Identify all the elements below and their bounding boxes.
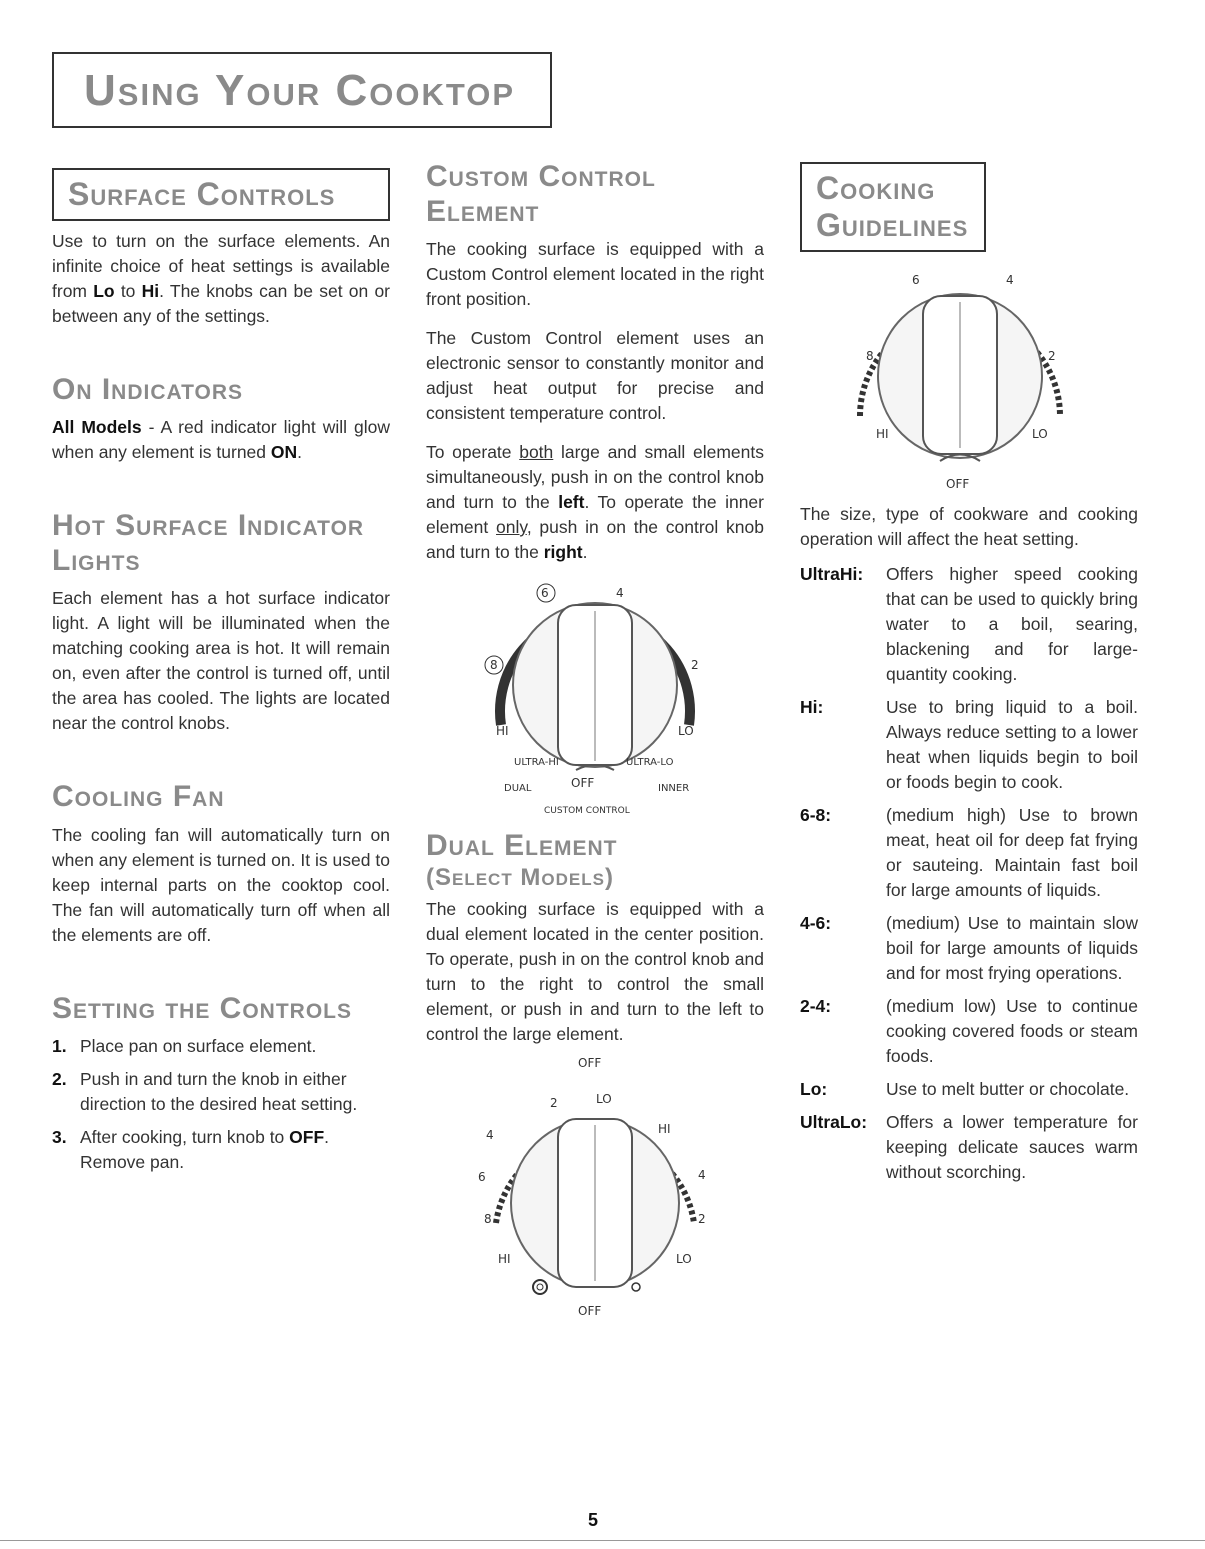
knob-label-2: 2 [691, 658, 699, 672]
knob-label-2-top: 2 [550, 1096, 558, 1111]
knob-label-lo: LO [678, 724, 694, 738]
knob-label-4: 4 [1006, 272, 1014, 287]
guideline-item: UltraHi: Offers higher speed cooking that can be used to quickly bring water to a boil, searing, blackening and for large-quantity cooking. [800, 563, 1138, 684]
step-item: 2. Push in and turn the knob in either direction to the desired heat setting. [52, 1069, 358, 1115]
knob-label-hi: HI [496, 724, 509, 738]
guideline-item: UltraLo: Offers a lower temperature for keeping delicate sauces warm without scorching. [800, 1111, 1138, 1182]
knob-label-lo: LO [1032, 426, 1048, 441]
knob-label-ultra-lo: ULTRA-LO [626, 757, 674, 768]
column-left [52, 150, 390, 1183]
custom-control-heading: Custom Control Element [426, 160, 656, 228]
knob-label-2: 2 [1048, 348, 1056, 363]
custom-control-p3: To operate both large and small elements simultaneously, push in on the control knob and turn to the left. To operate the inner element only, push in on the control knob and turn to the right. [426, 442, 765, 562]
dual-element-heading: Dual Element [426, 829, 618, 862]
step-item: 3. After cooking, turn knob to OFF. Remove pan. [52, 1127, 330, 1173]
setting-controls-steps [52, 1034, 390, 1175]
custom-control-p1: The cooking surface is equipped with a Custom Control element located in the right front position. [426, 239, 764, 309]
cooking-guidelines-intro: The size, type of cookware and cooking operation will affect the heat setting. [800, 503, 1138, 549]
knob-label-6: 6 [912, 272, 920, 287]
page-title: Using Your Cooktop [84, 66, 516, 115]
dual-element-knob-diagram [426, 1053, 764, 1323]
page-number: 5 [588, 1510, 599, 1530]
guideline-item: Lo: Use to melt butter or chocolate. [800, 1078, 1130, 1099]
knob-label-2-right: 2 [698, 1212, 706, 1227]
on-indicators-text: All Models - A red indicator light will glow when any element is turned ON. [52, 417, 390, 463]
custom-control-p2: The Custom Control element uses an electronic sensor to constantly monitor and adjust heat output for precise and consistent temperature control. [426, 328, 764, 423]
step-item: 1. Place pan on surface element. [52, 1036, 317, 1057]
knob-label-inner: INNER [658, 783, 690, 794]
hot-surface-text: Each element has a hot surface indicator light. A light will be illuminated when the matching cooking area is hot. It will remain on, even after the control is turned off, until the area has cooled. The lights are located near the control knobs. [52, 588, 390, 734]
cooling-fan-heading: Cooling Fan [52, 780, 225, 814]
on-indicators-heading: On Indicators [52, 372, 244, 406]
knob-label-dual: DUAL [504, 783, 532, 794]
knob-label-4: 4 [616, 586, 624, 600]
knob-label-4-right: 4 [698, 1168, 706, 1183]
cooking-guidelines-heading: Cooking Guidelines [800, 162, 986, 252]
bottom-rule [0, 1540, 1205, 1541]
small-element-symbol [632, 1283, 640, 1291]
guideline-item: 2-4: (medium low) Use to continue cooking covered foods or steam foods. [800, 995, 1138, 1066]
setting-controls-heading: Setting the Controls [52, 991, 353, 1025]
guideline-item: Hi: Use to bring liquid to a boil. Always reduce setting to a lower heat when liquids begin to boil or foods begin to cook. [800, 696, 1138, 792]
surface-controls-text: Use to turn on the surface elements. An infinite choice of heat settings is available from Lo to Hi. The knobs can be set on or between any of the settings. [52, 230, 391, 326]
knob-label-8: 8 [490, 658, 498, 672]
page-title-box [52, 52, 552, 128]
knob-caption: CUSTOM CONTROL [544, 806, 630, 815]
knob-label-off: OFF [946, 476, 970, 491]
knob-label-lo: LO [676, 1252, 692, 1267]
dual-element-subheading: (Select Models) [426, 863, 614, 891]
knob-label-8: 8 [484, 1212, 492, 1227]
knob-label-8: 8 [866, 348, 874, 363]
custom-control-knob-diagram [426, 575, 764, 815]
surface-controls-heading: Surface Controls [52, 168, 390, 221]
cooling-fan-text: The cooling fan will automatically turn on when any element is turned on. It is used to keep internal parts on the cooktop cool. The fan will automatically turn off when all the elements are off. [52, 824, 390, 945]
knob-label-lo-top: LO [596, 1092, 612, 1107]
cooking-guidelines-knob-diagram [800, 256, 1138, 496]
knob-label-ultra-hi: ULTRA-HI [514, 757, 559, 768]
guideline-item: 4-6: (medium) Use to maintain slow boil for large amounts of liquids and for most frying operations. [800, 912, 1138, 983]
knob-label-hi-right: HI [658, 1122, 671, 1137]
knob-label-6: 6 [478, 1170, 486, 1185]
knob-label-hi: HI [498, 1252, 511, 1267]
hot-surface-heading: Hot Surface Indicator Lights [52, 509, 365, 577]
knob-label-4-left: 4 [486, 1128, 494, 1143]
large-element-symbol [533, 1280, 547, 1294]
knob-label-6: 6 [541, 586, 549, 600]
dual-element-text: The cooking surface is equipped with a dual element located in the center position. To operate, push in on the control knob and turn to the right to control the small element, or push in and turn to the left to control the large element. [426, 899, 764, 1045]
knob-label-off: OFF [578, 1304, 602, 1319]
column-middle [426, 150, 764, 1323]
guideline-item: 6-8: (medium high) Use to brown meat, heat oil for deep fat frying or sauteing. Maintain fast boil for large amounts of liquids. [800, 804, 1138, 900]
knob-label-hi: HI [876, 426, 889, 441]
guideline-list [800, 562, 1138, 1185]
knob-label-off-top: OFF [578, 1056, 602, 1071]
knob-label-off: OFF [571, 776, 595, 790]
column-right [800, 150, 1138, 1193]
